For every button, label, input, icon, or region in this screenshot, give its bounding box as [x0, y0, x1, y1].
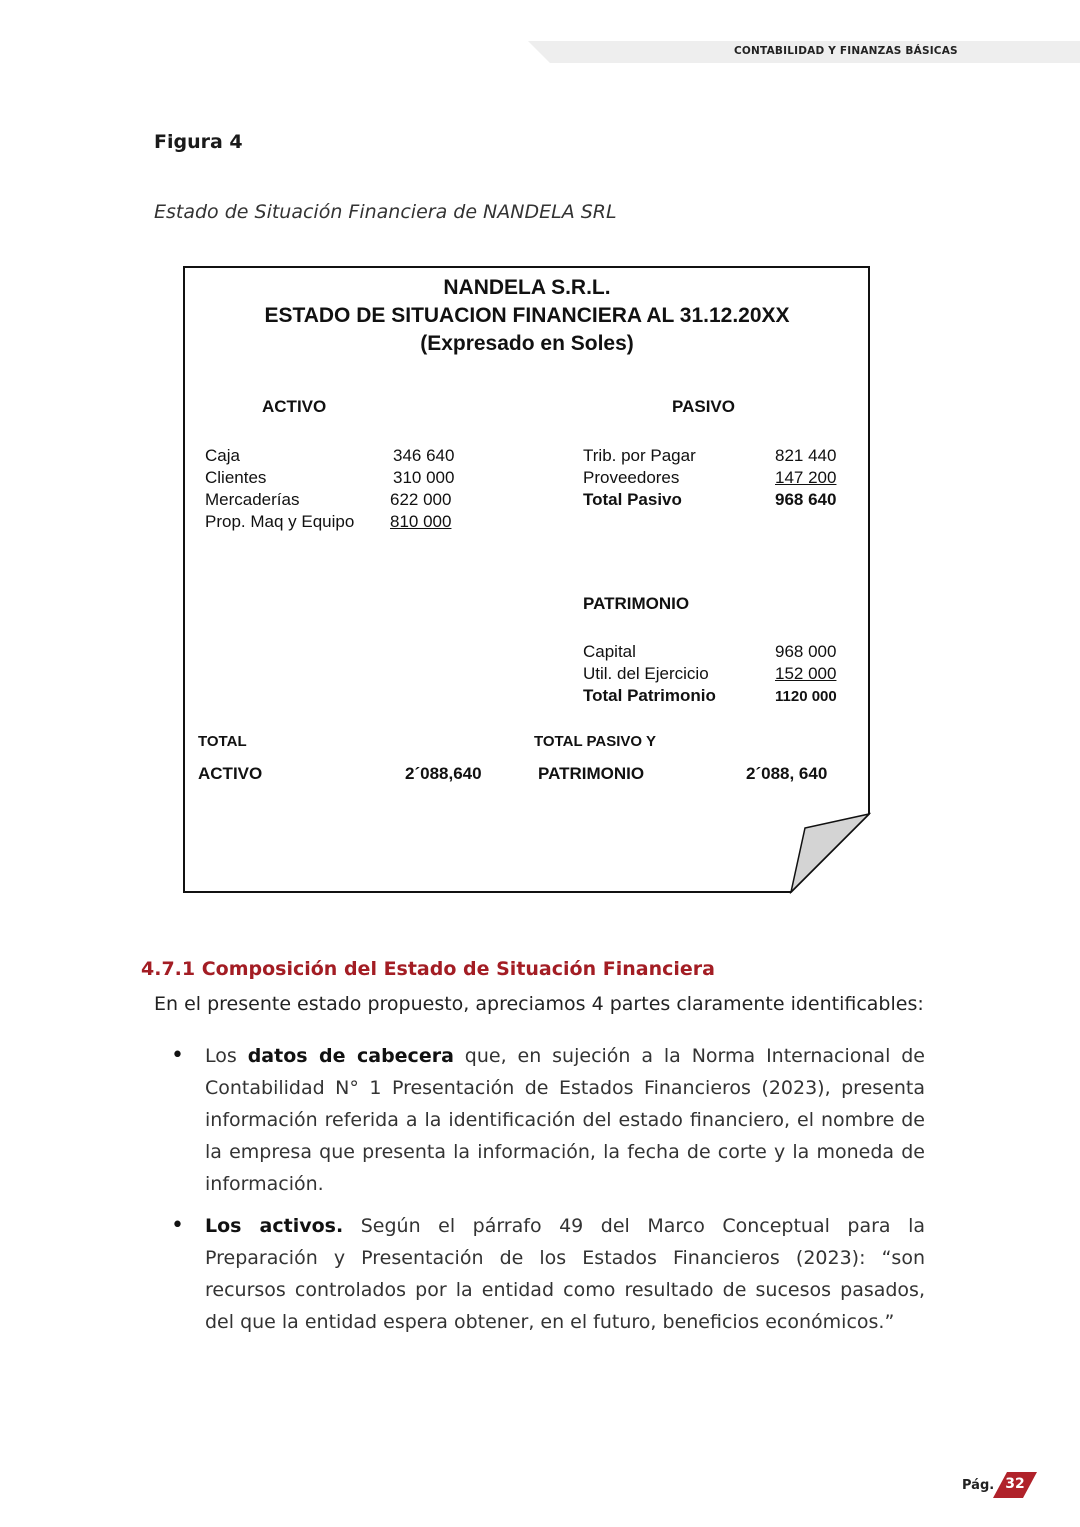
- bullet-item: [205, 1210, 925, 1338]
- activo-value: 346 640: [393, 446, 455, 465]
- page-curl-frame: [183, 266, 871, 894]
- activo-label: Prop. Maq y Equipo: [205, 512, 355, 531]
- intro-paragraph: En el presente estado propuesto, apreciamos 4 partes claramente identificables:: [154, 993, 924, 1015]
- bullet-marker: •: [171, 1043, 184, 1068]
- bullet-bold: datos de cabecera: [247, 1045, 454, 1067]
- running-header: CONTABILIDAD Y FINANZAS BÁSICAS: [734, 45, 958, 57]
- pasivo-value: 821 440: [775, 446, 837, 465]
- total-activo-label: TOTAL: [198, 733, 247, 750]
- bullet-marker: •: [171, 1213, 184, 1238]
- bullet-lead: Los: [205, 1045, 248, 1067]
- patrimonio-heading: PATRIMONIO: [583, 594, 690, 613]
- activo-label: Caja: [205, 446, 240, 465]
- total-pasivo-patrimonio-label: TOTAL PASIVO Y: [534, 733, 656, 750]
- pasivo-label: Trib. por Pagar: [583, 446, 696, 465]
- total-activo-value: 2´088,640: [405, 764, 482, 783]
- patrimonio-total-value: 1120 000: [775, 688, 837, 705]
- patrimonio-label: Capital: [583, 642, 636, 661]
- activo-value: 310 000: [393, 468, 455, 487]
- pasivo-heading: PASIVO: [672, 397, 735, 416]
- bullet-body: que, en sujeción a la Norma Internacional de Contabilidad N° 1 Presentación de Estados Financieros (2023), presenta información referida a la identificación del estado financiero, el nombre de la empresa que presenta la información, la fecha de corte y la moneda de información.: [205, 1045, 925, 1195]
- pasivo-total-label: Total Pasivo: [583, 490, 682, 509]
- patrimonio-total-label: Total Patrimonio: [583, 686, 716, 705]
- bullet-body: Según el párrafo 49 del Marco Conceptual para la Preparación y Presentación de los Estados Financieros (2023): “son recursos controlados por la entidad como resultado de sucesos pasados, del que la entidad espera obtener, en el futuro, beneficios económicos.”: [205, 1215, 926, 1333]
- activo-heading: ACTIVO: [262, 397, 327, 416]
- balance-sheet-figure: [183, 266, 871, 894]
- pasivo-value: 147 200: [775, 468, 837, 487]
- activo-value: 622 000: [390, 490, 452, 509]
- patrimonio-label: Util. del Ejercicio: [583, 664, 709, 683]
- figure-caption: Estado de Situación Financiera de NANDELA SRL: [154, 201, 617, 223]
- pasivo-total-value: 968 640: [775, 490, 837, 509]
- bullet-bold: Los activos.: [205, 1215, 344, 1237]
- patrimonio-value: 152 000: [775, 664, 837, 683]
- total-activo-label-2: ACTIVO: [198, 764, 263, 783]
- activo-label: Mercaderías: [205, 490, 300, 509]
- statement-subtitle: (Expresado en Soles): [420, 332, 634, 355]
- bullet-item: [205, 1040, 925, 1200]
- company-name: NANDELA S.R.L.: [443, 276, 611, 299]
- statement-title: ESTADO DE SITUACION FINANCIERA AL 31.12.20XX: [264, 304, 790, 327]
- activo-value: 810 000: [390, 512, 452, 531]
- total-pasivo-patrimonio-value: 2´088, 640: [746, 764, 828, 783]
- total-pasivo-patrimonio-label-2: PATRIMONIO: [538, 764, 645, 783]
- page-number: 32: [1005, 1476, 1025, 1492]
- section-heading: 4.7.1 Composición del Estado de Situación Financiera: [141, 958, 715, 980]
- pasivo-label: Proveedores: [583, 468, 680, 487]
- figure-label: Figura 4: [154, 131, 243, 153]
- activo-label: Clientes: [205, 468, 267, 487]
- patrimonio-value: 968 000: [775, 642, 837, 661]
- page-label: Pág.: [962, 1478, 995, 1493]
